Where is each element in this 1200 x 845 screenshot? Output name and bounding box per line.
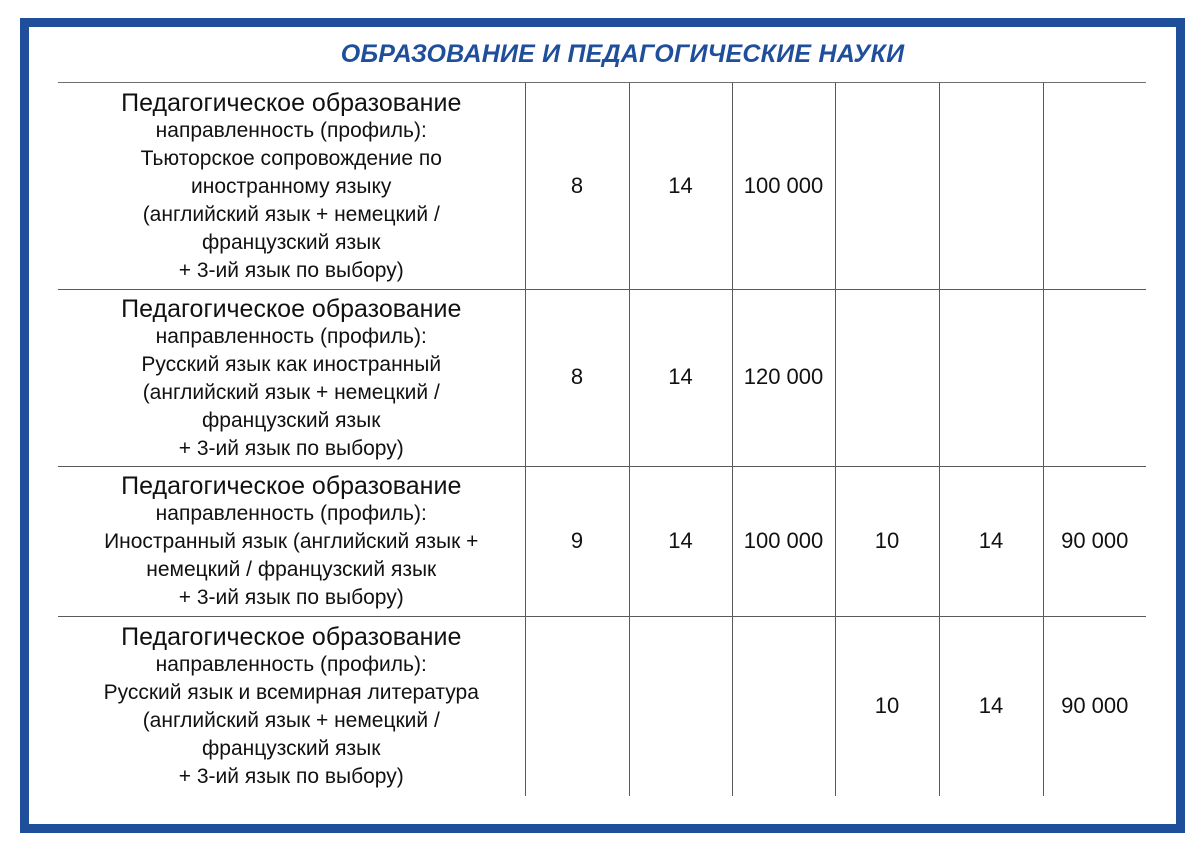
program-line: Русский язык и всемирная литература [103, 681, 479, 705]
table-cell [525, 616, 629, 796]
table-cell [1043, 289, 1146, 466]
program-line: направленность (профиль): [155, 118, 427, 142]
table-row [58, 466, 1146, 616]
table-cell: 10 [835, 616, 939, 796]
table-cell [939, 83, 1043, 289]
table-cell: 10 [835, 466, 939, 616]
program-title: Педагогическое образование [121, 88, 462, 117]
table-cell: 90 000 [1043, 466, 1146, 616]
program-title: Педагогическое образование [121, 294, 462, 323]
program-line: направленность (профиль): [155, 502, 427, 525]
program-line: Русский язык как иностранный [141, 352, 442, 376]
program-line: французский язык [202, 230, 381, 254]
table-cell: 90 000 [1043, 616, 1146, 796]
program-line: + 3-ий язык по выбору) [178, 586, 404, 609]
table-cell: 8 [525, 289, 629, 466]
table-cell: 14 [629, 466, 732, 616]
program-title: Педагогическое образование [121, 472, 462, 500]
program-name-cell [58, 289, 525, 466]
program-line: + 3-ий язык по выбору) [178, 765, 404, 789]
program-line: направленность (профиль): [155, 653, 427, 677]
table-row [58, 83, 1146, 289]
table-cell [835, 289, 939, 466]
table-cell: 9 [525, 466, 629, 616]
table-cell: 14 [939, 466, 1043, 616]
program-line: Иностранный язык (английский язык + [104, 530, 479, 553]
table-cell: 14 [939, 616, 1043, 796]
table-row [58, 289, 1146, 466]
table-cell: 14 [629, 289, 732, 466]
table-cell: 100 000 [732, 83, 835, 289]
program-line: (английский язык + немецкий / [142, 709, 440, 733]
program-line: + 3-ий язык по выбору) [178, 258, 404, 282]
program-name-cell [58, 466, 525, 616]
program-name-cell [58, 83, 525, 289]
program-line: + 3-ий язык по выбору) [178, 436, 404, 460]
table-cell: 14 [629, 83, 732, 289]
table-cell: 8 [525, 83, 629, 289]
program-line: немецкий / французский язык [146, 558, 437, 581]
program-line: французский язык [202, 737, 381, 761]
program-line: направленность (профиль): [155, 324, 427, 348]
programs-table [58, 83, 1146, 796]
table-cell [732, 616, 835, 796]
table-cell: 100 000 [732, 466, 835, 616]
table-cell [939, 289, 1043, 466]
table-cell [835, 83, 939, 289]
program-line: (английский язык + немецкий / [142, 380, 440, 404]
program-line: французский язык [202, 408, 381, 432]
table-row [58, 616, 1146, 796]
table-cell [1043, 83, 1146, 289]
program-name-cell [58, 616, 525, 796]
program-line: Тьюторское сопровождение по [140, 146, 442, 170]
program-line: иностранному языку [191, 174, 392, 198]
section-title: ОБРАЗОВАНИЕ И ПЕДАГОГИЧЕСКИЕ НАУКИ [340, 40, 905, 68]
program-line: (английский язык + немецкий / [142, 202, 440, 226]
table-cell [629, 616, 732, 796]
program-title: Педагогическое образование [121, 623, 462, 652]
table-cell: 120 000 [732, 289, 835, 466]
